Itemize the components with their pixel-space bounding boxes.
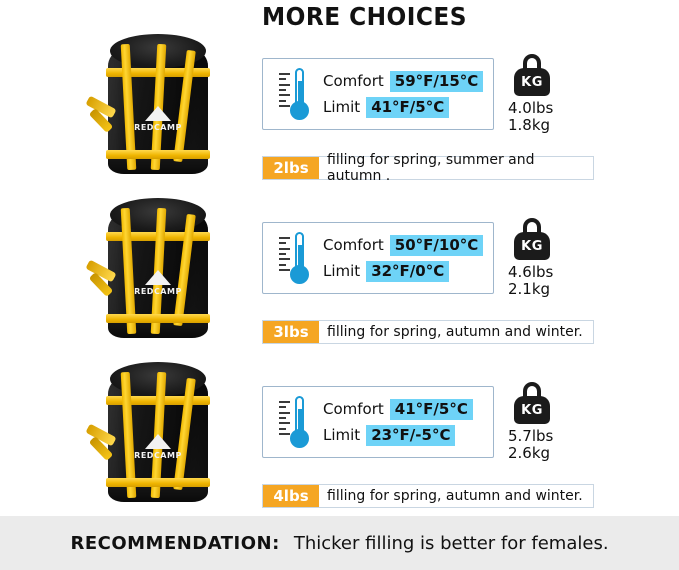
limit-line xyxy=(323,94,491,120)
limit-label: Limit xyxy=(323,262,361,280)
weight-body xyxy=(514,396,550,424)
mountain-icon xyxy=(145,106,171,121)
compression-sack-image xyxy=(80,32,240,182)
weight-block xyxy=(508,218,588,298)
brand-logo xyxy=(132,262,184,296)
mountain-icon xyxy=(145,270,171,285)
brand-logo xyxy=(132,426,184,460)
comfort-label: Comfort xyxy=(323,400,384,418)
filling-description: filling for spring, summer and autumn . xyxy=(327,152,535,184)
recommendation-text: Thicker filling is better for females. xyxy=(293,532,609,554)
brand-name: REDCAMP xyxy=(134,123,182,132)
weight-icon xyxy=(510,382,554,426)
thermometer-bulb xyxy=(290,429,309,448)
kg-badge-label: KG xyxy=(521,402,543,418)
comfort-label: Comfort xyxy=(323,72,384,90)
compression-sack-image xyxy=(80,360,240,510)
weight-body xyxy=(514,68,550,96)
strap-horizontal-icon xyxy=(106,150,210,159)
filling-description: filling for spring, autumn and winter. xyxy=(327,488,583,504)
spec-lines xyxy=(323,396,491,448)
thermometer-bulb xyxy=(290,265,309,284)
temperature-spec-card xyxy=(262,386,494,458)
brand-logo xyxy=(132,98,184,132)
comfort-line xyxy=(323,232,491,258)
limit-label: Limit xyxy=(323,426,361,444)
temperature-spec-card xyxy=(262,222,494,294)
thermometer-bulb xyxy=(290,101,309,120)
thermometer-ticks xyxy=(279,401,291,435)
filling-badge: 4lbs xyxy=(263,485,319,507)
comfort-value: 41°F/5°C xyxy=(390,399,473,420)
strap-horizontal-icon xyxy=(106,478,210,487)
limit-label: Limit xyxy=(323,98,361,116)
filling-description: filling for spring, autumn and winter. xyxy=(327,324,583,340)
comfort-value: 50°F/10°C xyxy=(390,235,483,256)
recommendation-label: RECOMMENDATION: xyxy=(70,532,280,554)
product-option-row xyxy=(0,190,679,360)
kg-badge-label: KG xyxy=(521,238,543,254)
thermometer-ticks xyxy=(279,237,291,271)
strap-horizontal-icon xyxy=(106,314,210,323)
weight-body xyxy=(514,232,550,260)
compression-sack-image xyxy=(80,196,240,346)
weight-kg: 1.8kg xyxy=(508,116,551,134)
page-title: MORE CHOICES xyxy=(262,2,467,31)
weight-block xyxy=(508,54,588,134)
limit-value: 23°F/-5°C xyxy=(366,425,455,446)
temperature-spec-card xyxy=(262,58,494,130)
weight-kg: 2.6kg xyxy=(508,444,551,462)
limit-line xyxy=(323,422,491,448)
kg-badge-label: KG xyxy=(521,74,543,90)
weight-kg: 2.1kg xyxy=(508,280,551,298)
thermometer-ticks xyxy=(279,73,291,107)
limit-value: 32°F/0°C xyxy=(366,261,449,282)
filling-badge: 3lbs xyxy=(263,321,319,343)
recommendation-banner xyxy=(0,516,679,570)
thermometer-icon xyxy=(271,229,317,289)
weight-icon xyxy=(510,218,554,262)
comfort-value: 59°F/15°C xyxy=(390,71,483,92)
spec-lines xyxy=(323,232,491,284)
product-option-row xyxy=(0,26,679,196)
filling-bar xyxy=(262,320,594,344)
spec-lines xyxy=(323,68,491,120)
brand-name: REDCAMP xyxy=(134,451,182,460)
brand-name: REDCAMP xyxy=(134,287,182,296)
comfort-label: Comfort xyxy=(323,236,384,254)
weight-icon xyxy=(510,54,554,98)
comfort-line xyxy=(323,68,491,94)
mountain-icon xyxy=(145,434,171,449)
limit-line xyxy=(323,258,491,284)
weight-lbs: 4.6lbs xyxy=(508,263,554,281)
weight-lbs: 5.7lbs xyxy=(508,427,554,445)
filling-bar xyxy=(262,152,594,184)
thermometer-icon xyxy=(271,393,317,453)
limit-value: 41°F/5°C xyxy=(366,97,449,118)
filling-bar xyxy=(262,484,594,508)
weight-lbs: 4.0lbs xyxy=(508,99,554,117)
product-option-row xyxy=(0,354,679,524)
weight-block xyxy=(508,382,588,462)
comfort-line xyxy=(323,396,491,422)
thermometer-icon xyxy=(271,65,317,125)
filling-badge: 2lbs xyxy=(263,157,319,179)
